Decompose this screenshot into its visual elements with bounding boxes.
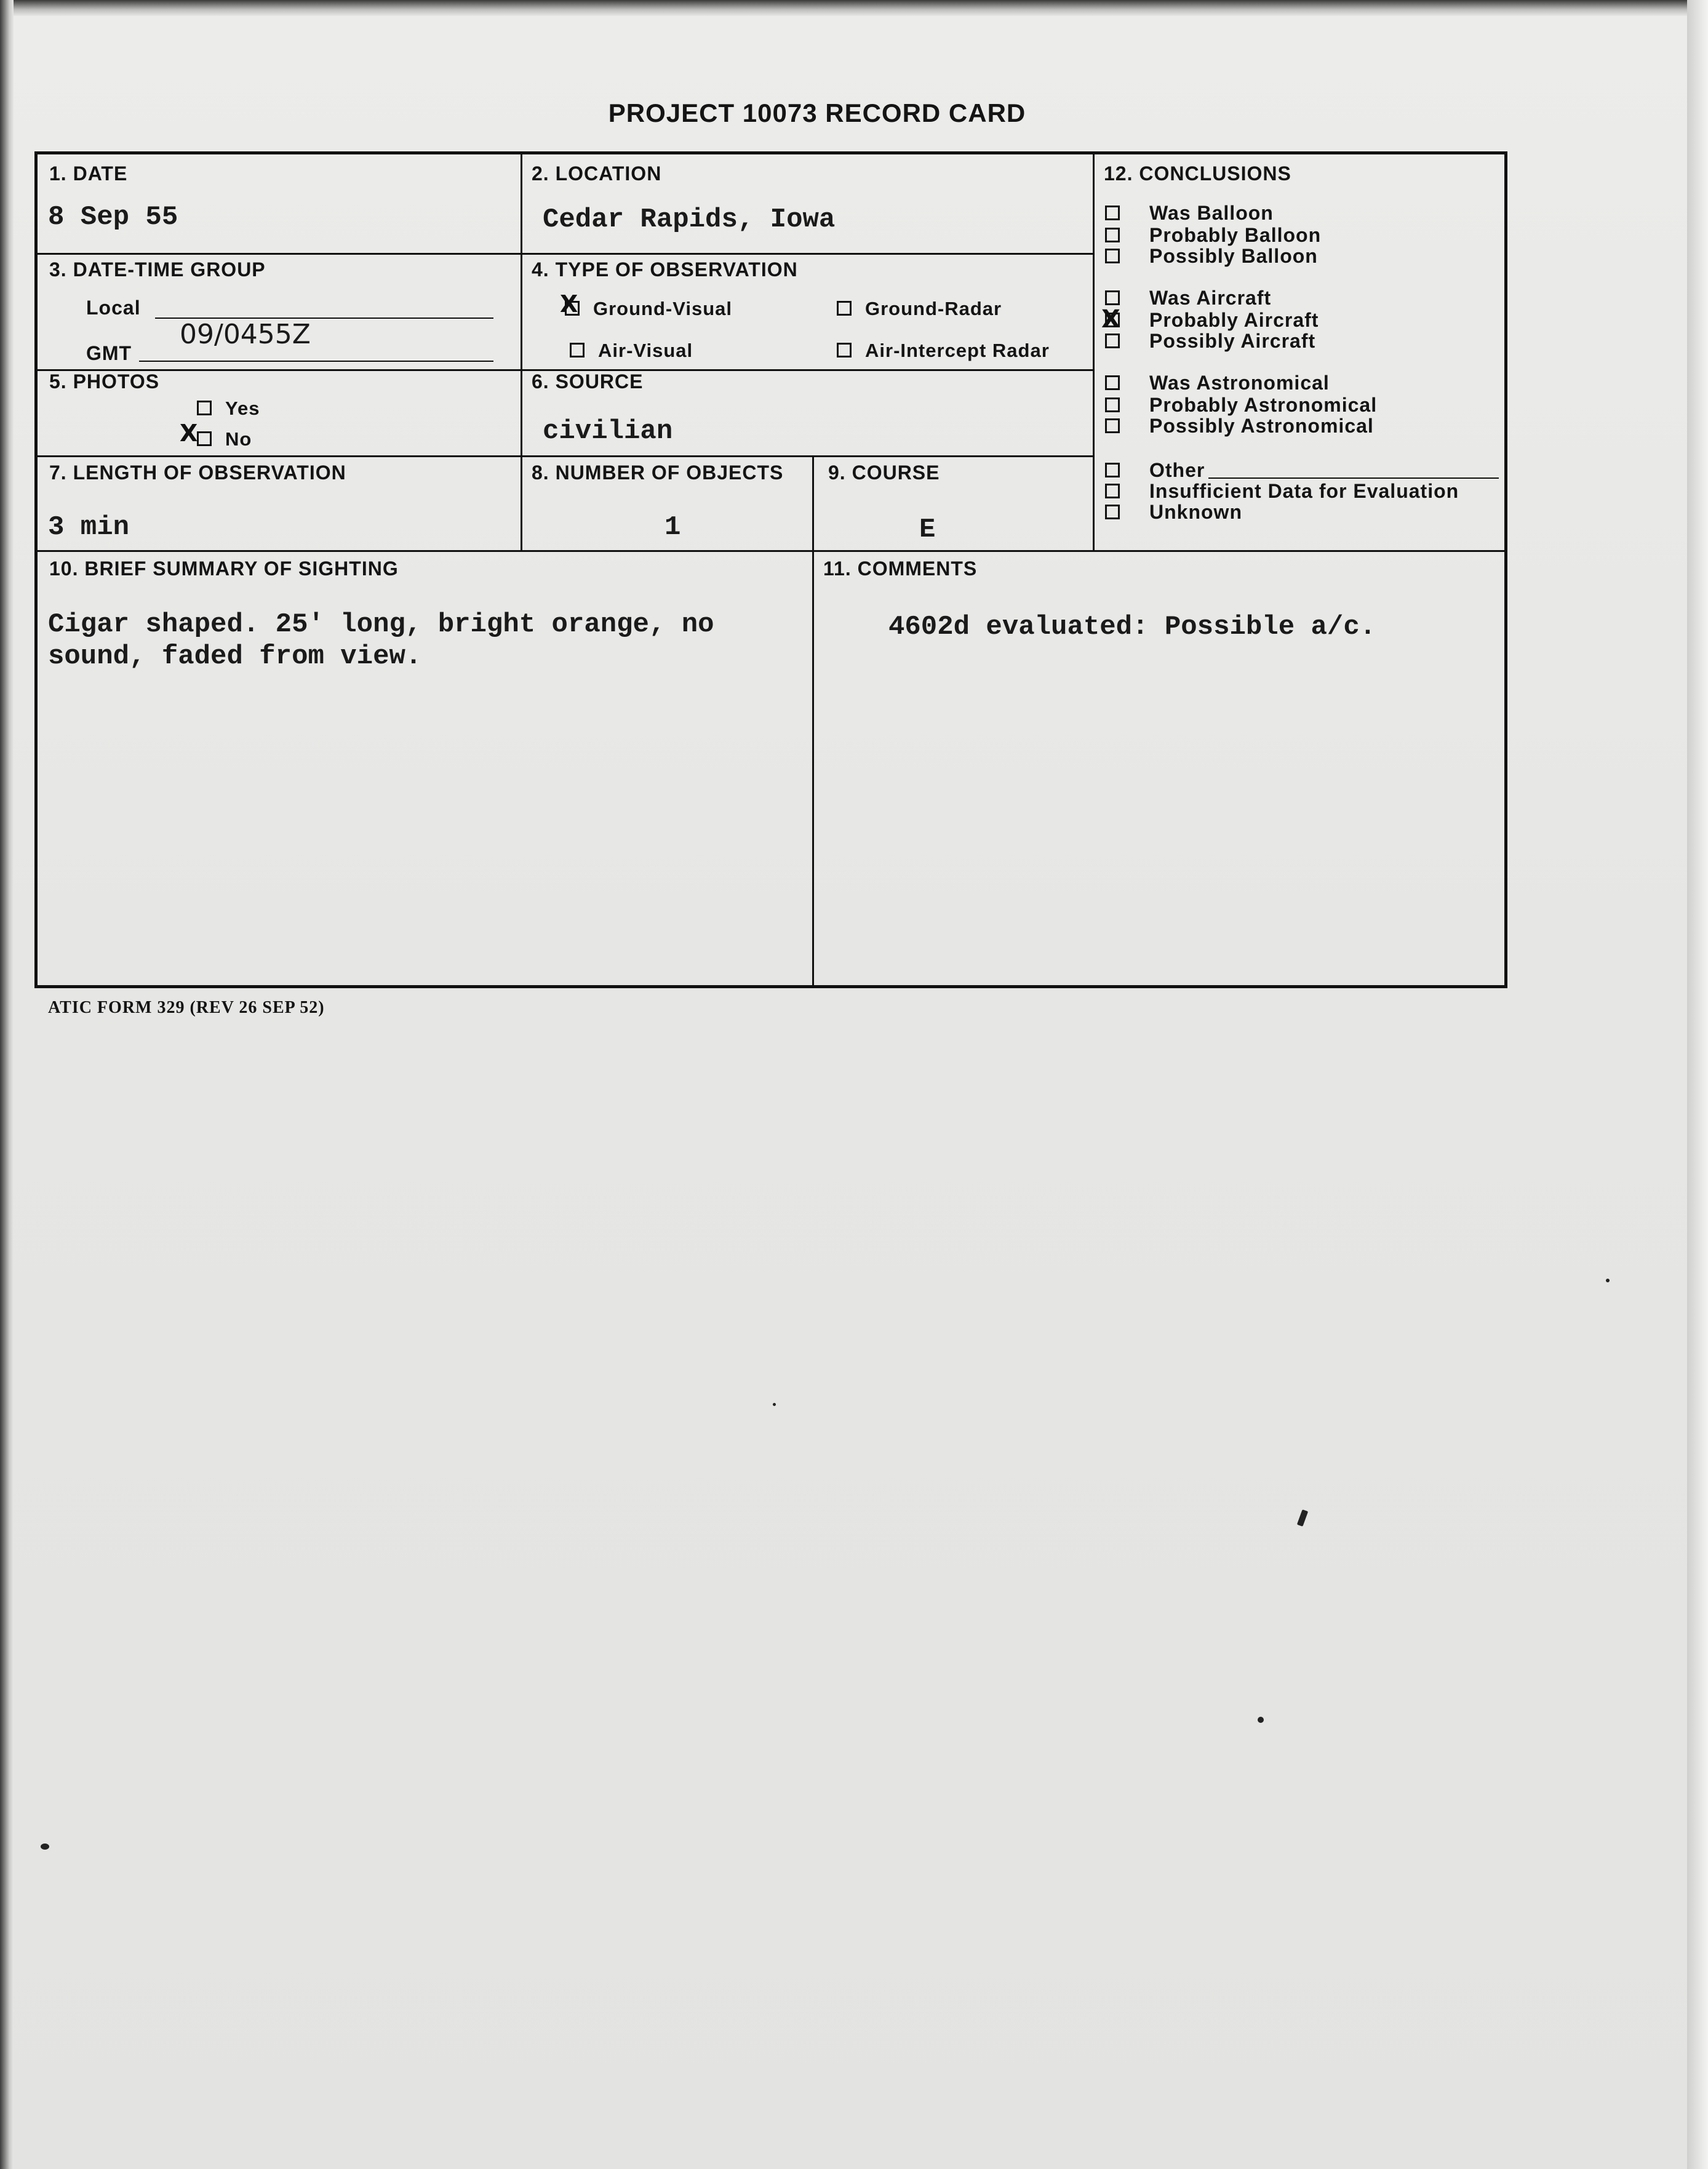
scan-speck bbox=[773, 1403, 776, 1406]
form-title: PROJECT 10073 RECORD CARD bbox=[608, 98, 1026, 127]
comments-value: 4602d evaluated: Possible a/c. bbox=[888, 612, 1376, 642]
checkbox-air-visual bbox=[570, 343, 585, 358]
length-value: 3 min bbox=[48, 512, 130, 543]
comments-label: 11. COMMENTS bbox=[823, 557, 978, 580]
length-label: 7. LENGTH OF OBSERVATION bbox=[49, 461, 346, 484]
summary-label: 10. BRIEF SUMMARY OF SIGHTING bbox=[49, 557, 399, 580]
checkbox-unknown bbox=[1105, 505, 1120, 519]
conclusion-probably-balloon: Probably Balloon bbox=[1105, 224, 1321, 247]
source-label: 6. SOURCE bbox=[532, 370, 644, 393]
scan-speck bbox=[41, 1843, 49, 1850]
divider-v3 bbox=[812, 457, 814, 988]
divider-h3 bbox=[34, 455, 1094, 457]
checkbox-was-aircraft bbox=[1105, 290, 1120, 305]
checkbox-was-astronomical bbox=[1105, 375, 1120, 390]
scan-edge-right bbox=[1687, 0, 1708, 2169]
gmt-underline bbox=[139, 361, 493, 362]
checkbox-possibly-balloon bbox=[1105, 249, 1120, 263]
form-footer: ATIC FORM 329 (REV 26 SEP 52) bbox=[48, 998, 325, 1017]
scan-speck bbox=[1606, 1279, 1610, 1282]
location-label: 2. LOCATION bbox=[532, 162, 662, 185]
source-value: civilian bbox=[543, 416, 673, 447]
option-air-intercept-radar: Air-Intercept Radar bbox=[837, 340, 1050, 362]
checkbox-possibly-aircraft bbox=[1105, 334, 1120, 348]
other-underline bbox=[1208, 477, 1499, 479]
checkbox-insufficient-data bbox=[1105, 484, 1120, 498]
conclusion-was-balloon: Was Balloon bbox=[1105, 202, 1274, 225]
conclusion-probably-astronomical: Probably Astronomical bbox=[1105, 394, 1377, 417]
check-mark-probably-aircraft: X bbox=[1101, 305, 1120, 334]
option-photos-no: No bbox=[197, 428, 252, 450]
gmt-label: GMT bbox=[86, 342, 132, 364]
gmt-value: 09/0455Z bbox=[180, 319, 311, 350]
checkbox-photos-no bbox=[197, 431, 212, 446]
course-value: E bbox=[919, 514, 936, 545]
option-photos-yes: Yes bbox=[197, 397, 260, 420]
number-of-objects-label: 8. NUMBER OF OBJECTS bbox=[532, 461, 784, 484]
scan-speck bbox=[1258, 1717, 1264, 1723]
conclusion-probably-aircraft: Probably Aircraft bbox=[1105, 309, 1319, 332]
card-border-right bbox=[1504, 151, 1507, 988]
date-label: 1. DATE bbox=[49, 162, 128, 185]
divider-v2 bbox=[1093, 151, 1095, 551]
local-label: Local bbox=[86, 297, 141, 319]
checkbox-was-balloon bbox=[1105, 206, 1120, 220]
checkbox-photos-yes bbox=[197, 401, 212, 415]
course-label: 9. COURSE bbox=[828, 461, 940, 484]
location-value: Cedar Rapids, Iowa bbox=[543, 204, 836, 235]
photos-label: 5. PHOTOS bbox=[49, 370, 160, 393]
checkbox-probably-balloon bbox=[1105, 228, 1120, 242]
conclusion-insufficient-data: Insufficient Data for Evaluation bbox=[1105, 480, 1459, 503]
card-border-left bbox=[34, 151, 38, 988]
checkbox-possibly-astronomical bbox=[1105, 418, 1120, 433]
scan-edge-left bbox=[0, 0, 14, 2169]
card-border-bottom bbox=[34, 985, 1507, 988]
conclusion-possibly-balloon: Possibly Balloon bbox=[1105, 245, 1318, 268]
checkbox-other bbox=[1105, 463, 1120, 477]
check-mark-photos-no: X bbox=[180, 420, 198, 447]
divider-h1 bbox=[34, 253, 1094, 255]
conclusion-was-aircraft: Was Aircraft bbox=[1105, 287, 1271, 310]
summary-line-2: sound, faded from view. bbox=[48, 641, 422, 672]
card-border-top bbox=[34, 151, 1507, 154]
divider-v1 bbox=[521, 151, 522, 551]
checkbox-ground-radar bbox=[837, 301, 852, 316]
conclusion-other: Other bbox=[1105, 459, 1205, 482]
checkbox-air-intercept-radar bbox=[837, 343, 852, 358]
option-air-visual: Air-Visual bbox=[570, 340, 693, 362]
conclusion-was-astronomical: Was Astronomical bbox=[1105, 372, 1330, 394]
check-mark-ground-visual: X bbox=[560, 290, 578, 318]
scan-edge-top bbox=[0, 0, 1708, 16]
conclusions-label: 12. CONCLUSIONS bbox=[1104, 162, 1291, 185]
divider-h4 bbox=[34, 550, 1507, 552]
conclusion-possibly-astronomical: Possibly Astronomical bbox=[1105, 415, 1374, 437]
conclusion-possibly-aircraft: Possibly Aircraft bbox=[1105, 330, 1315, 353]
checkbox-probably-astronomical bbox=[1105, 397, 1120, 412]
observation-type-label: 4. TYPE OF OBSERVATION bbox=[532, 258, 798, 281]
date-value: 8 Sep 55 bbox=[48, 202, 178, 233]
summary-line-1: Cigar shaped. 25' long, bright orange, no bbox=[48, 609, 714, 640]
option-ground-visual: Ground-Visual bbox=[565, 298, 732, 320]
conclusion-unknown: Unknown bbox=[1105, 501, 1242, 524]
number-of-objects-value: 1 bbox=[664, 512, 681, 543]
date-time-group-label: 3. DATE-TIME GROUP bbox=[49, 258, 266, 281]
record-card bbox=[34, 151, 1507, 988]
option-ground-radar: Ground-Radar bbox=[837, 298, 1002, 320]
